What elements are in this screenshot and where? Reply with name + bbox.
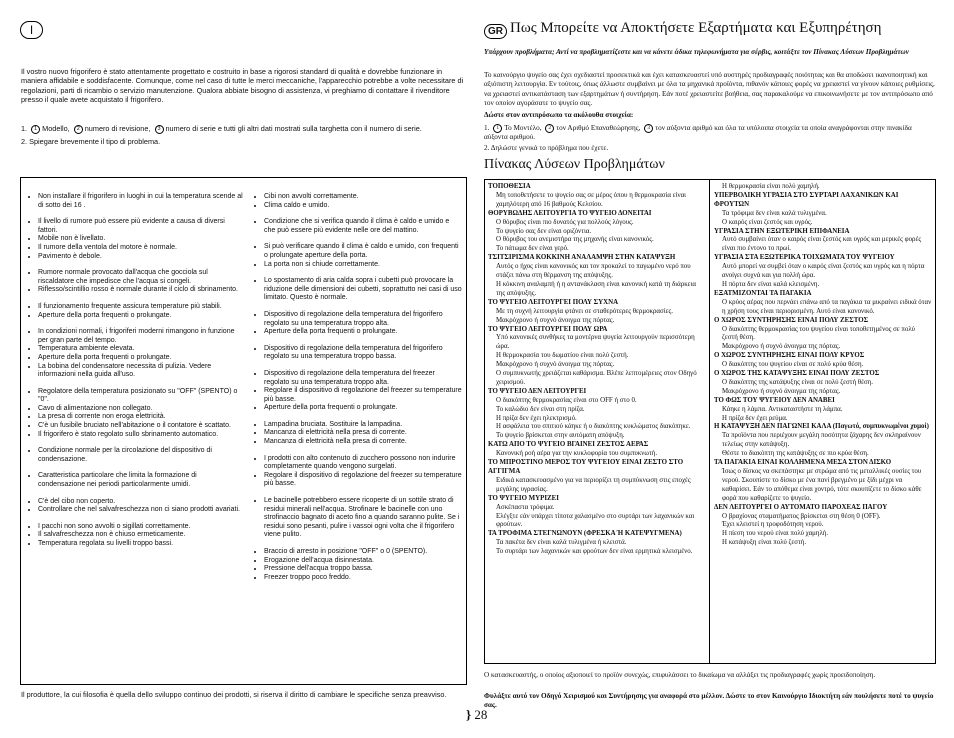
solution-text: Η θερμοκρασία του δωματίου είναι πολύ ζεστή. bbox=[496, 352, 629, 360]
solution-text: Το ψυγείο σας δεν είναι οριζόντια. bbox=[496, 227, 592, 235]
greek-table-divider bbox=[709, 179, 710, 664]
solution-text: Μακρόχρονο ή συχνό άνοιγμα της πόρτας. bbox=[722, 387, 841, 395]
problem-heading: ΚΑΤΩ ΑΠΟ ΤΟ ΨΥΓΕΙΟ ΒΓΑΙΝΕΙ ΖΕΣΤΟΣ ΑΕΡΑΣ bbox=[488, 441, 649, 449]
solution-text: Η πόρτα δεν είναι καλά κλεισμένη. bbox=[722, 280, 820, 288]
problem-heading: Ο ΧΩΡΟΣ ΣΥΝΤΗΡΗΣΗΣ ΕΙΝΑΙ ΠΟΛΥ ΚΡΥΟΣ bbox=[714, 352, 865, 360]
greek-causes-left bbox=[488, 183, 705, 557]
cause-item: • La bobina del condensatore necessita di pulizia. Vedere informazioni nella guida all'uso. bbox=[38, 363, 243, 380]
italian-footer: Il produttore, la cui filosofia è quella dello sviluppo continuo dei prodotti, si riserva il diritto di cambiare le specifiche senza preavviso. bbox=[21, 690, 447, 699]
cause-item: • Dispositivo di regolazione della temperatura del frigorifero regolato su una temperatura troppo bassa. bbox=[264, 345, 462, 362]
cause-item: • Erogazione dell'acqua disinnestata. bbox=[264, 557, 462, 566]
cause-item: • Il rumore della ventola del motore è normale. bbox=[38, 244, 243, 253]
solution-text: Η πρίζα δεν έχει ρεύμα. bbox=[722, 414, 788, 422]
cause-item: • I pacchi non sono avvolti o sigillati correttamente. bbox=[38, 523, 243, 532]
problem-heading: ΤΟ ΨΥΓΕΙΟ ΔΕΝ ΛΕΙΤΟΥΡΓΕΙ bbox=[488, 387, 587, 395]
cause-item: • Regolare il dispositivo di regolazione del freezer su temperature più basse. bbox=[264, 387, 462, 404]
problem-heading: Ο ΧΩΡΟΣ ΤΗΣ ΚΑΤΑΨΥΞΗΣ ΕΙΝΑΙ ΠΟΛΥ ΖΕΣΤΟΣ bbox=[714, 370, 880, 378]
solution-text: Τα τρόφιμα δεν είναι καλά τυλιγμένα. bbox=[722, 209, 827, 217]
solution-text: Μακρόχρονο ή συχνό άνοιγμα της πόρτας. bbox=[722, 343, 841, 351]
solution-text: Η πίεση του νερού είναι πολύ χαμηλή. bbox=[722, 530, 829, 538]
problem-heading: ΥΠΕΡΒΟΛΙΚΗ ΥΓΡΑΣΙΑ ΣΤΟ ΣΥΡΤΑΡΙ ΛΑΧΑΝΙΚΩΝ ΚΑΙ ΦΡΟΥΤΩΝ bbox=[714, 191, 899, 208]
problem-heading: ΤΟ ΨΥΓΕΙΟ ΛΕΙΤΟΥΡΓΕΙ ΠΟΛΥ ΣΥΧΝΑ bbox=[488, 298, 619, 306]
greek-footer-bold: Φυλάξτε αυτό τον Οδηγό Χειρισμού και Συντήρησης για αναφορά στο μέλλον. Δώστε το στον Καινούργιο Ιδιοκτήτη εάν πουλήσετε ποτέ το ψυγείο σας. bbox=[484, 692, 934, 710]
solution-text: Το ψυγείο βρίσκεται στην αυτόματη απόψυξη. bbox=[496, 432, 625, 440]
language-badge-italian: I bbox=[20, 21, 43, 39]
problem-heading: ΤΣΙΤΣΙΡΙΣΜΑ ΚΟΚΚΙΝΗ ΑΝΑΛΑΜΨΗ ΣΤΗΝ ΚΑΤΑΨΥΞΗ bbox=[488, 254, 676, 262]
italian-intro: Il vostro nuovo frigorifero è stato attentamente progettato e costruito in base a rigorosi standard di qualità e dovrebbe funzionare in maniera affidabile e soddisfacente. Comunque, come nel caso di tutte le merci meccaniche, l'apparecchio potrebbe a volte necessitare di regolazioni, parti di ricambio o servizio manutenzione. Qualora abbiate bisogno di assistenza, vi preghiamo di contattare il rivenditore presso il quale avete acquistato il frigorifero. bbox=[21, 67, 464, 105]
cause-item: • Il salvafreschezza non è chiuso ermeticamente. bbox=[38, 531, 243, 540]
cause-item: • Mancanza di elettricità nella presa di corrente. bbox=[264, 429, 462, 438]
cause-item: • La presa di corrente non eroga elettricità. bbox=[38, 413, 243, 422]
cause-item: • Le bacinelle potrebbero essere ricoperte di un sottile strato di residui minerali nell'acqua. Strofinare le bacinelle con uno strofinaccio bagnato di aceto fino a quando saranno pulite. Se i residui sono pesanti, pulire i vassoi ogni volta che il frigorifero viene pulito. bbox=[264, 497, 462, 540]
greek-step-1: 1. 1 Το Μοντέλο, 2 τον Αριθμό Επαναθεώρησης, 3 τον αύξοντα αριθμό και όλα τα υπόλοιπα στοιχεία τα οποία αναγράφονται στην πινακίδα αύξοντα αριθμού. bbox=[484, 124, 912, 142]
solution-text: Ο διακόπτης θερμοκρασίας είναι στο OFF ή στο 0. bbox=[496, 396, 637, 404]
cause-item: • Temperatura ambiente elevata. bbox=[38, 345, 243, 354]
solution-text: Η θερμοκρασία είναι πολύ χαμηλή. bbox=[722, 183, 820, 190]
greek-step-2: 2. Δηλώστε γενικά το πρόβλημα που έχετε. bbox=[484, 144, 609, 152]
problem-heading: ΤΟ ΨΥΓΕΙΟ ΛΕΙΤΟΥΡΓΕΙ ΠΟΛΥ ΩΡΑ bbox=[488, 325, 608, 333]
problem-heading: ΤΟΠΟΘΕΣΙΑ bbox=[488, 183, 531, 190]
cause-item: • Aperture della porta frequenti o prolungate. bbox=[38, 354, 243, 363]
cause-item: • Braccio di arresto in posizione "OFF" o 0 (SPENTO). bbox=[264, 548, 462, 557]
solution-text: Ασκέπαστα τρόφιμα. bbox=[496, 503, 555, 511]
solution-text: Ο βραχίονας σταματήματος βρίσκεται στη θέση 0 (OFF). bbox=[722, 512, 881, 520]
cause-item: • Riflesso/scintillio rosso è normale durante il ciclo di sbrinamento. bbox=[38, 286, 243, 295]
solution-text: Ο κρύος αέρας που περνάει επάνω από τα παγάκια τα μικραίνει ειδικά όταν η χρήση τους είναι περιορισμένη. Αυτό είναι κανονικό. bbox=[722, 298, 932, 315]
page-number: } 28 bbox=[466, 707, 488, 722]
greek-footer: Ο κατασκευαστής, ο οποίος αξιοποιεί το προϊόν συνεχώς, επιφυλάσσει το δικαίωμα να αλλάξει τις προδιαγραφές χωρίς προειδοποίηση. bbox=[484, 671, 876, 679]
solution-text: Έχει κλειστεί η τροφοδότηση νερού. bbox=[722, 521, 824, 529]
solution-text: Η ασφάλεια του σπιτιού κάηκε ή ο διακόπτης κυκλώματος διακόπηκε. bbox=[496, 423, 691, 431]
problem-heading: Ο ΧΩΡΟΣ ΣΥΝΤΗΡΗΣΗΣ ΕΙΝΑΙ ΠΟΛΥ ΖΕΣΤΟΣ bbox=[714, 316, 869, 324]
number-3-icon: 3 bbox=[155, 125, 164, 134]
number-3-icon: 3 bbox=[644, 124, 653, 133]
cause-item: • Controllare che nel salvafreschezza non ci siano prodotti avariati. bbox=[38, 506, 243, 515]
greek-give-rep: Δώστε στον αντιπρόσωπο τα ακόλουθα στοιχεία: bbox=[484, 111, 634, 119]
cause-item: • Rumore normale provocato dall'acqua che gocciola sul riscaldatore che impedisce che l'acqua si congeli. bbox=[38, 269, 243, 286]
problem-heading: ΤΟ ΨΥΓΕΙΟ ΜΥΡΙΖΕΙ bbox=[488, 494, 559, 502]
problem-heading: ΥΓΡΑΣΙΑ ΣΤΗΝ ΕΞΩΤΕΡΙΚΗ ΕΠΙΦΑΝΕΙΑ bbox=[714, 227, 850, 235]
problem-heading: ΤΟ ΜΠΡΟΣΤΙΝΟ ΜΕΡΟΣ ΤΟΥ ΨΥΓΕΙΟΥ ΕΙΝΑΙ ΖΕΣΤΟ ΣΤΟ ΑΓΓΙΓΜΑ bbox=[488, 459, 684, 475]
solution-text: Ο θόρυβος είναι πιο δυνατός για πολλούς λόγους. bbox=[496, 218, 634, 226]
solution-text: Αυτό μπορεί να συμβεί όταν ο καιρός είναι ζεστός και υγρός και η πόρτα ανοίγει συχνά και για πολλή ώρα. bbox=[722, 263, 925, 280]
italian-causes-left bbox=[30, 193, 243, 549]
number-1-icon: 1 bbox=[31, 125, 40, 134]
cause-item: • Non installare il frigorifero in luoghi in cui la temperatura scende al di sotto dei 16 . bbox=[38, 193, 243, 210]
cause-item: • C'è del cibo non coperto. bbox=[38, 498, 243, 507]
solution-text: Τα προϊόντα που περιέχουν μεγάλη ποσότητα ζάχαρης δεν σκληραίνουν τελείως στην κατάψυξη. bbox=[722, 432, 921, 449]
solution-text: Το πάτωμα δεν είναι γερό. bbox=[496, 245, 569, 253]
cause-item: • In condizioni normali, i frigoriferi moderni rimangono in funzione per gran parte del tempo. bbox=[38, 328, 243, 345]
solution-text: Κανονική ροή αέρα για την κυκλοφορία του συμπυκνωτή. bbox=[496, 450, 658, 458]
italian-step-2: 2. Spiegare brevemente il tipo di problema. bbox=[21, 137, 161, 146]
greek-causes-right bbox=[714, 183, 932, 548]
cause-item: • Regolatore della temperatura posizionato su "OFF" (SPENTO) o "0". bbox=[38, 388, 243, 405]
cause-item: • Pavimento è debole. bbox=[38, 253, 243, 262]
solution-text: Τα πακέτα δεν είναι καλά τυλιγμένα ή κλειστά. bbox=[496, 539, 627, 547]
problem-heading: ΤΑ ΤΡΟΦΙΜΑ ΣΤΕΓΝΩΝΟΥΝ (ΦΡΕΣΚΑ Ή ΚΑΤΕΨΥΓΜΕΝΑ) bbox=[488, 530, 682, 538]
solution-text: Με τη συχνή λειτουργία φτάνει σε σταθερότερες θερμοκρασίες. bbox=[496, 307, 673, 315]
problem-heading: ΘΟΡΥΒΩΔΗΣ ΛΕΙΤΟΥΡΓΙΑ ΤΟ ΨΥΓΕΙΟ ΔΟΝΕΙΤΑΙ bbox=[488, 209, 652, 217]
bracket-icon: } bbox=[466, 707, 472, 722]
solution-text: Ίσως ο δίσκος να σκεπάστηκε με στρώμα από τις μεταλλικές ουσίες του νερού. Σκουπίστε το δίσκο με ένα πανί βρεγμένο με ξίδι μέχρι να καθαρίσει. Εάν το απόθεμα είναι χοντρό, τότε σκουπίζετε το δίσκο κάθε φορά που καθαρίζετε το ψυγείο. bbox=[722, 468, 922, 502]
solution-text: Ο θόρυβος του ανεμιστήρα της μηχανής είναι κανονικός. bbox=[496, 236, 654, 244]
cause-item: • Il funzionamento frequente assicura temperature più stabili. bbox=[38, 303, 243, 312]
cause-item: • Condizione normale per la circolazione del dispositivo di condensazione. bbox=[38, 447, 243, 464]
problem-heading: ΔΕΝ ΛΕΙΤΟΥΡΓΕΙ Ο ΑΥΤΟΜΑΤΟ ΠΑΡΟΧΕΑΣ ΠΑΓΟΥ bbox=[714, 503, 888, 511]
solution-text: Ο διακόπτης του ψυγείου είναι σε πολύ κρύα θέση. bbox=[722, 361, 864, 369]
cause-item: • Aperture della porta frequenti o prolungate. bbox=[38, 312, 243, 321]
cause-item: • Aperture della porta frequenti o prolungate. bbox=[264, 328, 462, 337]
solution-text: Κάηκε η λάμπα. Αντικαταστήστε τη λάμπα. bbox=[722, 405, 843, 413]
cause-item: • Dispositivo di regolazione della temperatura del freezer regolato su una temperatura troppo alta. bbox=[264, 370, 462, 387]
cause-item: • Dispositivo di regolazione della temperatura del frigorifero regolato su una temperatura troppo alta. bbox=[264, 311, 462, 328]
cause-item: • Caratteristica particolare che limita la formazione di condensazione nei periodi particolarmente umidi. bbox=[38, 472, 243, 489]
solution-text: Μακρόχρονο ή συχνό άνοιγμα της πόρτας. bbox=[496, 361, 615, 369]
number-1-icon: 1 bbox=[493, 124, 502, 133]
cause-item: • Cavo di alimentazione non collegato. bbox=[38, 405, 243, 414]
cause-item: • La porta non si chiude correttamente. bbox=[264, 261, 462, 270]
cause-item: • Mobile non è livellato. bbox=[38, 235, 243, 244]
solution-text: Ο διακόπτης θερμοκρασίας του ψυγείου είναι τοποθετημένος σε πολύ ζεστή θέση. bbox=[722, 325, 915, 342]
solution-text: Μακρόχρονο ή συχνό άνοιγμα της πόρτας. bbox=[496, 316, 615, 324]
cause-item: • Lo spostamento di aria calda sopra i cubetti può provocare la riduzione delle dimensioni dei cubetti, soprattutto nei casi di uso limitato. Questo è normale. bbox=[264, 277, 462, 303]
cause-item: • Il livello di rumore può essere più evidente a causa di diversi fattori. bbox=[38, 218, 243, 235]
cause-item: • Condizione che si verifica quando il clima è caldo e umido e che può essere più evidente nelle ore del mattino. bbox=[264, 218, 462, 235]
cause-item: • Mancanza di elettricità nella presa di corrente. bbox=[264, 438, 462, 447]
italian-causes-right bbox=[256, 193, 462, 582]
problem-heading: ΤΟ ΦΩΣ ΤΟΥ ΨΥΓΕΙΟΥ ΔΕΝ ΑΝΑΒΕΙ bbox=[714, 396, 835, 404]
solution-text: Θέστε το διακόπτη της κατάψυξης σε πιο κρύα θέση. bbox=[722, 450, 869, 458]
solution-text: Η κατάψυξη είναι πολύ ζεστή. bbox=[722, 539, 807, 547]
cause-item: • Freezer troppo poco freddo. bbox=[264, 574, 462, 583]
cause-item: • Il frigorifero è stato regolato sullo sbrinamento automatico. bbox=[38, 431, 243, 440]
solution-text: Το καλώδιο δεν είναι στη πρίζα. bbox=[496, 405, 585, 413]
greek-title: Πως Μπορείτε να Αποκτήσετε Εξαρτήματα και Εξυπηρέτηση bbox=[510, 20, 882, 36]
solution-text: Μη τοποθετήσετε το ψυγείο σας σε μέρος όπου η θερμοκρασία είναι χαμηλότερη από 16 βαθμούς Κελσίου. bbox=[496, 191, 687, 208]
solution-text: Ο συμπυκνωτής χρειάζεται καθάρισμα. Βλέπε λεπτομέρειες στον Οδηγό χειρισμού. bbox=[496, 370, 697, 386]
cause-item: • Regolare il dispositivo di regolazione del freezer su temperature più basse. bbox=[264, 472, 462, 489]
number-2-icon: 2 bbox=[545, 124, 554, 133]
language-badge-greek: GR bbox=[484, 24, 507, 39]
solution-text: Αυτό συμβαίνει όταν ο καιρός είναι ζεστός και υγρός και μερικές φορές είναι πιο έντονο το πρωί. bbox=[722, 236, 922, 253]
greek-intro: Το καινούργιο ψυγείο σας έχει σχεδιαστεί προσεκτικά και έχει κατασκευαστεί υπό αυστηρές προδιαγραφές ποιότητας και θα αποδώσει ικανοποιητική και αξιόπιστη λειτουργία. Εν τούτοις, όπως άλλωστε συμβαίνει με όλα τα μηχανικά προϊόντα, πιθανόν κάποιες φορές να χρειαστεί να γίνουν κάποιες ρυθμίσεις, να χρειαστεί αντικατάσταση των εξαρτημάτων ή συντήρηση. Εάν ποτέ χρειαστείτε βοήθεια, σας παρακαλούμε να επικοινωνήσετε με τον αντιπρόσωπο από τον οποίον αγοράσατε το ψυγείο σας. bbox=[484, 71, 935, 107]
cause-item: • Lampadina bruciata. Sostituire la lampadina. bbox=[264, 421, 462, 430]
solution-text: Το συρτάρι των λαχανικών και φρούτων δεν είναι ερμητικά κλεισμένο. bbox=[496, 548, 693, 556]
solution-text: Αυτός ο ήχος είναι κανονικός και τον προκαλεί το παγωμένο νερό που στάζει πάνω στη θέρμανση της απόψυξης. bbox=[496, 263, 691, 280]
number-2-icon: 2 bbox=[74, 125, 83, 134]
problem-heading: ΥΓΡΑΣΙΑ ΣΤΑ ΕΞΩΤΕΡΙΚΑ ΤΟΙΧΩΜΑΤΑ ΤΟΥ ΨΥΓΕΙΟΥ bbox=[714, 254, 895, 262]
cause-item: • Clima caldo e umido. bbox=[264, 202, 462, 211]
solution-text: Υπό κανονικές συνθήκες τα μοντέρνα ψυγεία λειτουργούν περισσότερη ώρα. bbox=[496, 334, 695, 351]
greek-intro-bold: Υπάρχουν προβλήματα; Αντί να προβληματίζεστε και να κάνετε άδικα τηλεφωνήματα για σέρβις, κοιτάξτε τον Πίνακας Λύσεων Προβλημάτων bbox=[484, 48, 909, 56]
solution-text: Ειδικά κατασκευασμένο για να περιορίζει τη συμπύκνωση στις εποχές μεγάλης υγρασίας. bbox=[496, 476, 691, 493]
problem-heading: ΤΑ ΠΑΓΑΚΙΑ ΕΙΝΑΙ ΚΟΛΛΗΜΕΝΑ ΜΕΣΑ ΣΤΟΝ ΔΙΣΚΟ bbox=[714, 459, 892, 467]
cause-item: • Cibi non avvolti correttamente. bbox=[264, 193, 462, 202]
solution-text: Η κόκκινη αναλαμπή ή η αντανάκλαση είναι κανονική κατά τη διάρκεια της απόψυξης. bbox=[496, 280, 697, 297]
solution-text: Ο καιρός είναι ζεστός και υγρός. bbox=[722, 218, 813, 226]
problem-heading: Η ΚΑΤΑΨΥΞΗ ΔΕΝ ΠΑΓΩΝΕΙ ΚΑΛΑ (Παγωτό, συμπυκνωμένοι χυμοί) bbox=[714, 423, 929, 431]
cause-item: • I prodotti con alto contenuto di zucchero possono non indurire completamente quando vengono surgelati. bbox=[264, 455, 462, 472]
cause-item: • Temperatura regolata su livelli troppo bassi. bbox=[38, 540, 243, 549]
italian-step-1: 1. 1 Modello, 2 numero di revisione, 3 numero di serie e tutti gli altri dati mostrati sulla targhetta con il numero di serie. bbox=[21, 124, 422, 133]
cause-item: • Aperture della porta frequenti o prolungate. bbox=[264, 404, 462, 413]
greek-table-title: Πίνακας Λύσεων Προβλημάτων bbox=[484, 157, 665, 172]
solution-text: Ο διακόπτης της κατάψυξης είναι σε πολύ ζεστή θέση. bbox=[722, 378, 874, 386]
solution-text: Ελέγξτε εάν υπάρχει τίποτα χαλασμένο στο συρτάρι των λαχανικών και φρούτων. bbox=[496, 512, 695, 529]
cause-item: • Si può verificare quando il clima è caldo e umido, con frequenti o prolungate aperture della porta. bbox=[264, 243, 462, 260]
cause-item: • Pressione dell'acqua troppo bassa. bbox=[264, 565, 462, 574]
cause-item: • C'è un fusibile bruciato nell'abitazione o il contatore è scattato. bbox=[38, 422, 243, 431]
problem-heading: ΕΞΑΤΜΙΖΟΝΤΑΙ ΤΑ ΠΑΓΑΚΙΑ bbox=[714, 289, 812, 297]
solution-text: Η πρίζα δεν έχει ηλεκτρισμό. bbox=[496, 414, 577, 422]
